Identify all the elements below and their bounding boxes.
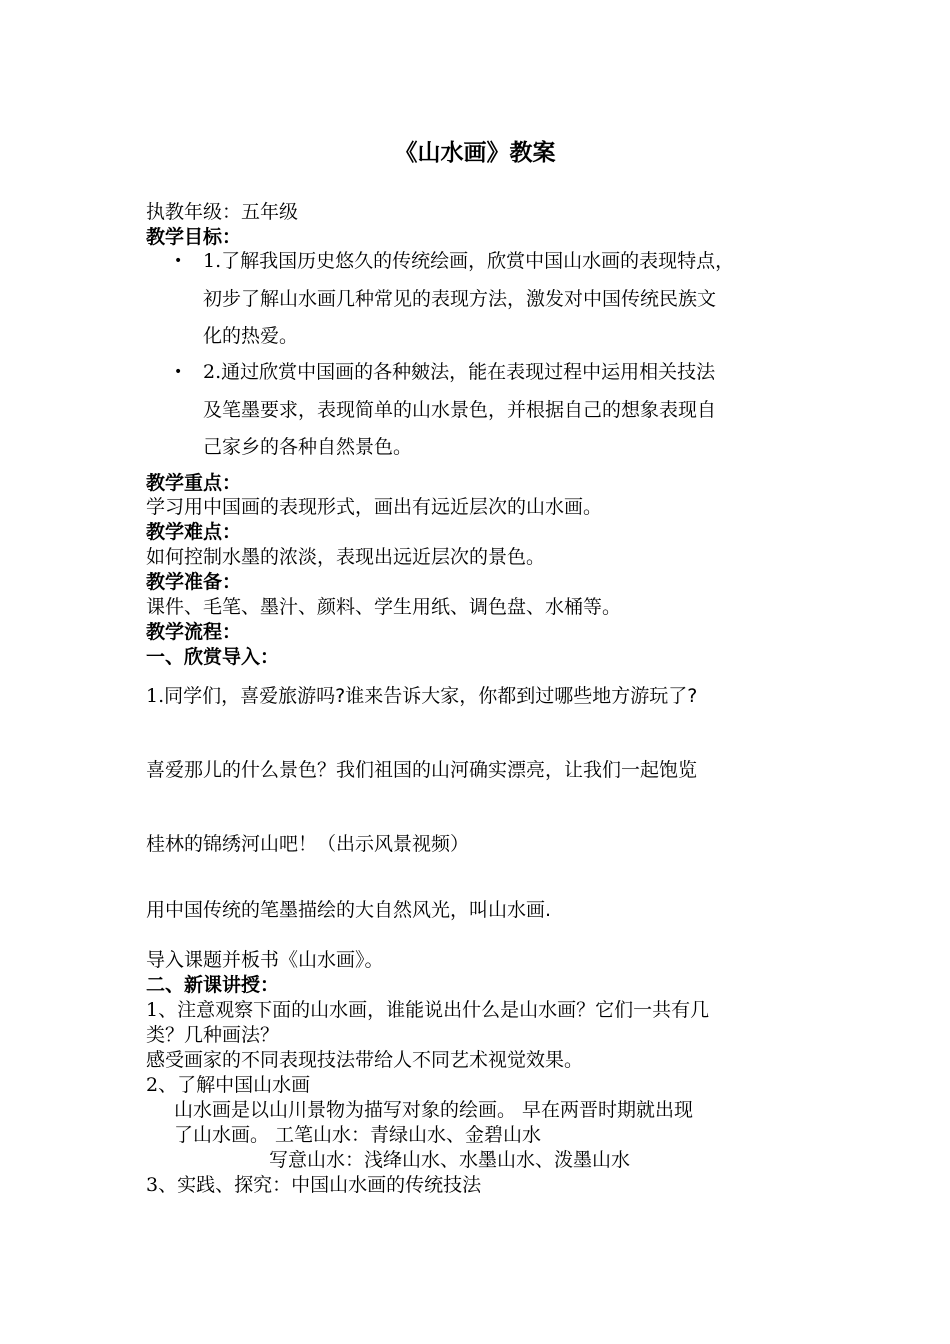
difficulty-heading: 教学难点： bbox=[146, 521, 242, 543]
lesson-item-2-line-3: 写意山水：浅绛山水、水墨山水、泼墨山水 bbox=[269, 1149, 631, 1171]
key-point-heading: 教学重点： bbox=[146, 472, 242, 494]
intro-line-5: 导入课题并板书《山水画》。 bbox=[146, 949, 384, 971]
intro-line-3 bbox=[146, 832, 469, 857]
objective-2-line-3: 己家乡的各种自然景色。 bbox=[203, 436, 413, 458]
objective-2-line-1: 2.通过欣赏中国画的各种皴法，能在表现过程中运用相关技法 bbox=[203, 361, 716, 383]
lesson-item-2-heading: 2、了解中国山水画 bbox=[146, 1074, 311, 1096]
intro-line-3-text: 的锦绣河山吧！（出示风景视频） bbox=[184, 833, 470, 855]
section-1-heading: 一、欣赏导入： bbox=[146, 646, 280, 668]
bullet-icon: • bbox=[174, 364, 183, 380]
lesson-item-1-line-2: 类？几种画法？ bbox=[146, 1024, 280, 1046]
bullet-icon: • bbox=[174, 253, 183, 269]
lesson-item-2-line-2: 了山水画。 工笔山水：青绿山水、金碧山水 bbox=[174, 1124, 542, 1146]
lesson-item-2-line-1: 山水画是以山川景物为描写对象的绘画。 早在两晋时期就出现 bbox=[174, 1099, 694, 1121]
intro-line-1-text: 同学们，喜爱旅游吗?谁来告诉大家，你都到过哪些地方游玩了? bbox=[164, 685, 698, 707]
section-2-heading: 二、新课讲授： bbox=[146, 974, 280, 996]
objectives-heading: 教学目标： bbox=[146, 226, 242, 248]
intro-line-4: 用中国传统的笔墨描绘的大自然风光，叫山水画. bbox=[146, 899, 552, 921]
objective-2-line-2: 及笔墨要求，表现简单的山水景色，并根据自己的想象表现自 bbox=[203, 399, 717, 421]
objective-1-line-3: 化的热爱。 bbox=[203, 325, 299, 347]
lesson-item-1-line-1: 1、注意观察下面的山水画，谁能说出什么是山水画？它们一共有几 bbox=[146, 999, 710, 1021]
preparation-heading: 教学准备： bbox=[146, 571, 242, 593]
preparation-text: 课件、毛笔、墨汁、颜料、学生用纸、调色盘、水桶等。 bbox=[146, 596, 622, 618]
process-heading: 教学流程： bbox=[146, 621, 242, 643]
document-title: 《山水画》教案 bbox=[394, 140, 556, 166]
lesson-item-3: 3、实践、探究：中国山水画的传统技法 bbox=[146, 1174, 482, 1196]
lesson-item-1-line-3: 感受画家的不同表现技法带给人不同艺术视觉效果。 bbox=[146, 1049, 584, 1071]
objective-1-line-1: 1.了解我国历史悠久的传统绘画，欣赏中国山水画的表现特点， bbox=[203, 250, 735, 272]
intro-line-2: 喜爱那儿的什么景色？我们祖国的山河确实漂亮，让我们一起饱览 bbox=[146, 759, 698, 781]
objective-1-line-2: 初步了解山水画几种常见的表现方法，激发对中国传统民族文 bbox=[203, 288, 717, 310]
difficulty-text: 如何控制水墨的浓淡，表现出远近层次的景色。 bbox=[146, 546, 546, 568]
intro-line-3-place: 桂林 bbox=[146, 833, 185, 855]
intro-line-1-number: 1. bbox=[146, 685, 165, 707]
key-point-text: 学习用中国画的表现形式，画出有远近层次的山水画。 bbox=[146, 496, 603, 518]
grade-line: 执教年级：五年级 bbox=[146, 201, 299, 223]
intro-line-1 bbox=[146, 684, 697, 709]
